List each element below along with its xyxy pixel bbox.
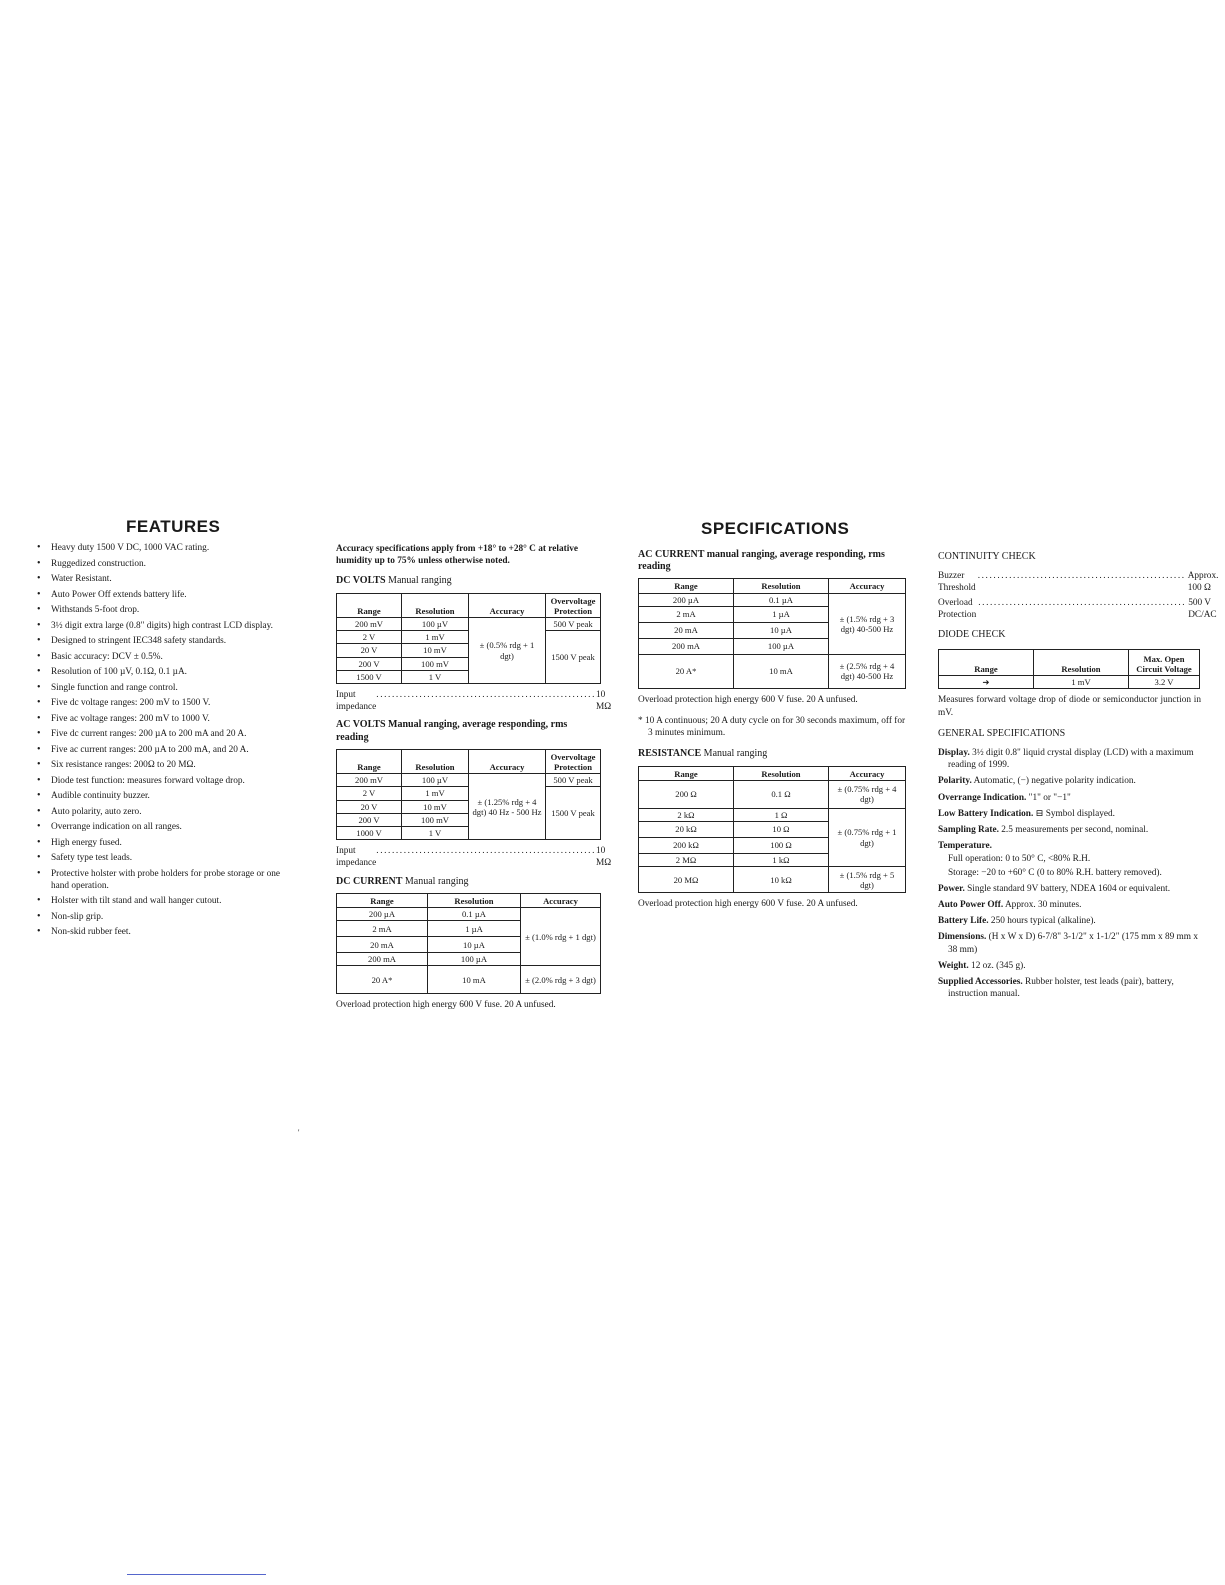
ac-current-footnote: * 10 A continuous; 20 A duty cycle on for 30 seconds maximum, off for 3 minutes minimum. — [638, 716, 906, 739]
range-cell: 200 mV — [337, 618, 402, 631]
ac-volts-table — [336, 749, 601, 840]
feature-item: • Safety type test leads. — [37, 852, 299, 864]
col-header: Accuracy — [469, 749, 546, 773]
resolution-cell: 100 mV — [402, 813, 469, 826]
general-spec-item — [938, 792, 1201, 804]
resolution-cell: 1 V — [402, 827, 469, 840]
general-spec-item — [938, 883, 1201, 895]
general-spec-item — [938, 960, 1201, 972]
specs-column-3 — [638, 549, 910, 914]
dc-current-overload-note: Overload protection high energy 600 V fuse. 20 A unfused. — [336, 1000, 556, 1011]
resistance-heading: RESISTANCE Manual ranging — [638, 748, 768, 760]
general-spec-value: Rubber holster, test leads (pair), battery, instruction manual. — [948, 977, 1174, 1000]
temperature-spec: Temperature. — [938, 841, 992, 852]
ac-current-table — [638, 578, 906, 688]
col-header: Resolution — [402, 593, 469, 617]
range-cell: 2 MΩ — [639, 854, 734, 867]
range-cell: 200 V — [337, 657, 402, 670]
feature-item: • Auto polarity, auto zero. — [37, 806, 299, 818]
col-header: Resolution — [402, 749, 469, 773]
range-cell: 200 mV — [337, 774, 402, 787]
protection-cell: 1500 V peak — [546, 787, 601, 840]
col-header: Range — [639, 579, 734, 593]
feature-item: • Withstands 5-foot drop. — [37, 604, 299, 616]
col-header: Range — [337, 749, 402, 773]
range-cell: 200 µA — [337, 908, 428, 921]
diode-note: Measures forward voltage drop of diode or semiconductor junction in mV. — [938, 695, 1201, 718]
resolution-cell: 10 Ω — [734, 822, 829, 838]
specs-column-2 — [336, 543, 612, 1016]
resolution-cell: 10 µA — [734, 622, 829, 638]
resolution-cell: 100 µV — [402, 774, 469, 787]
resolution-cell: 1 kΩ — [734, 854, 829, 867]
feature-item: • Overrange indication on all ranges. — [37, 821, 299, 833]
dc-input-impedance: Input impedance ........................................................ 10 MΩ — [336, 690, 612, 713]
col-header: Overvoltage Protection — [546, 749, 601, 773]
general-spec-value: "1" or "−1" — [1026, 792, 1071, 803]
general-spec-key: Overrange Indication. — [938, 792, 1027, 803]
stray-mark: ' — [298, 1128, 300, 1137]
general-spec-item — [938, 931, 1201, 955]
resolution-cell: 100 µA — [734, 638, 829, 654]
general-spec-value: 2.5 measurements per second, nominal. — [998, 825, 1149, 836]
general-spec-key: Dimensions. — [938, 932, 987, 943]
general-spec-item — [938, 915, 1201, 927]
ac-current-overload-note: Overload protection high energy 600 V fuse. 20 A unfused. — [638, 694, 858, 705]
range-cell: 200 Ω — [639, 780, 734, 808]
feature-item: • Designed to stringent IEC348 safety standards. — [37, 635, 299, 647]
resolution-cell: 10 µA — [428, 937, 521, 953]
range-cell: 200 mA — [337, 953, 428, 966]
diode-symbol-icon: ➜ — [939, 676, 1034, 689]
accuracy-cell: ± (1.5% rdg + 3 dgt) 40-500 Hz — [829, 593, 906, 654]
general-spec-key: Polarity. — [938, 776, 972, 787]
range-cell: 2 kΩ — [639, 808, 734, 821]
general-spec-value: Automatic, (−) negative polarity indication. — [971, 776, 1136, 787]
range-cell: 20 V — [337, 800, 402, 813]
accuracy-cell: ± (0.75% rdg + 1 dgt) — [829, 808, 906, 866]
general-spec-item — [938, 824, 1201, 836]
range-cell: 2 mA — [337, 921, 428, 937]
general-spec-value: 3½ digit 0.8" liquid crystal display (LCD) with a maximum reading of 1999. — [948, 748, 1194, 771]
specifications-title: SPECIFICATIONS — [701, 519, 850, 538]
features-title: FEATURES — [126, 517, 221, 536]
range-cell: 20 kΩ — [639, 822, 734, 838]
range-cell: 200 kΩ — [639, 838, 734, 854]
feature-item: • Basic accuracy: DCV ± 0.5%. — [37, 651, 299, 663]
overload-protection-line: Overload Protection ..................................................... 500 V DC/AC — [938, 597, 1217, 620]
buzzer-threshold-line: Buzzer Threshold ..................................................... Approx. 100 Ω — [938, 571, 1219, 594]
col-header: Accuracy — [829, 579, 906, 593]
resolution-cell: 10 mA — [734, 654, 829, 688]
col-header: Range — [939, 650, 1034, 676]
ac-input-impedance: Input impedance ........................................................ 10 MΩ — [336, 846, 612, 869]
feature-item: • Audible continuity buzzer. — [37, 790, 299, 802]
general-spec-value: Approx. 30 minutes. — [1003, 900, 1082, 911]
col-header: Resolution — [734, 766, 829, 780]
general-spec-key: Low Battery Indication. — [938, 808, 1034, 819]
diode-heading: DIODE CHECK — [938, 629, 1006, 641]
ac-current-heading: AC CURRENT manual ranging, average responding, rms reading — [638, 549, 885, 573]
resistance-overload-note: Overload protection high energy 600 V fuse. 20 A unfused. — [638, 899, 858, 910]
range-cell: 2 V — [337, 631, 402, 644]
col-header: Max. Open Circuit Voltage — [1129, 650, 1200, 676]
accuracy-cell: ± (1.25% rdg + 4 dgt) 40 Hz - 500 Hz — [469, 774, 546, 840]
range-cell: 1000 V — [337, 827, 402, 840]
general-spec-key: Auto Power Off. — [938, 900, 1004, 911]
features-list — [37, 542, 299, 938]
range-cell: 20 A* — [337, 966, 428, 994]
range-cell: 200 µA — [639, 593, 734, 606]
general-spec-item — [938, 976, 1201, 1000]
general-specs-heading: GENERAL SPECIFICATIONS — [938, 727, 1066, 739]
range-cell: 20 MΩ — [639, 867, 734, 893]
accuracy-cell: ± (1.5% rdg + 5 dgt) — [829, 867, 906, 893]
col-header: Accuracy — [829, 766, 906, 780]
col-header: Range — [337, 593, 402, 617]
feature-item: • Five ac current ranges: 200 µA to 200 mA, and 20 A. — [37, 744, 299, 756]
resolution-cell: 1 mV — [402, 631, 469, 644]
dc-current-heading: DC CURRENT Manual ranging — [336, 875, 469, 887]
resolution-cell: 100 Ω — [734, 838, 829, 854]
general-spec-key: Battery Life. — [938, 916, 989, 927]
general-spec-item — [938, 808, 1201, 820]
accuracy-cell: ± (0.5% rdg + 1 dgt) — [469, 618, 546, 684]
resolution-cell: 0.1 Ω — [734, 780, 829, 808]
temperature-storage: Storage: −20 to +60° C (0 to 80% R.H. battery removed). — [948, 867, 1162, 878]
resolution-cell: 1 mV — [1034, 676, 1129, 689]
feature-item: • Holster with tilt stand and wall hanger cutout. — [37, 895, 299, 907]
general-spec-value: ⊟ Symbol displayed. — [1033, 808, 1115, 819]
range-cell: 2 mA — [639, 606, 734, 622]
col-header: Resolution — [428, 893, 521, 907]
resolution-cell: 1 µA — [734, 606, 829, 622]
col-header: Resolution — [1034, 650, 1129, 676]
general-spec-item — [938, 899, 1201, 911]
resolution-cell: 10 mV — [402, 800, 469, 813]
general-spec-item — [938, 747, 1201, 771]
col-header: Accuracy — [469, 593, 546, 617]
general-spec-key: Supplied Accessories. — [938, 977, 1023, 988]
range-cell: 20 A* — [639, 654, 734, 688]
protection-cell: 500 V peak — [546, 618, 601, 631]
range-cell: 2 V — [337, 787, 402, 800]
dc-current-table — [336, 893, 601, 995]
general-spec-key: Power. — [938, 883, 965, 894]
resolution-cell: 1 V — [402, 670, 469, 683]
resolution-cell: 10 kΩ — [734, 867, 829, 893]
general-spec-item — [938, 775, 1201, 787]
feature-item: • Water Resistant. — [37, 573, 299, 585]
range-cell: 1500 V — [337, 670, 402, 683]
dc-volts-table — [336, 593, 601, 684]
general-spec-value: 12 oz. (345 g). — [968, 960, 1026, 971]
accuracy-cell: ± (2.0% rdg + 3 dgt) — [521, 966, 601, 994]
general-spec-key: Weight. — [938, 960, 969, 971]
feature-item: • Ruggedized construction. — [37, 558, 299, 570]
accuracy-cell: ± (0.75% rdg + 4 dgt) — [829, 780, 906, 808]
temperature-full: Full operation: 0 to 50° C, <80% R.H. — [948, 854, 1091, 865]
range-cell: 20 mA — [337, 937, 428, 953]
resolution-cell: 100 µA — [428, 953, 521, 966]
feature-item: • Five ac voltage ranges: 200 mV to 1000 V. — [37, 713, 299, 725]
col-header: Accuracy — [521, 893, 601, 907]
general-spec-value: (H x W x D) 6-7/8" 3-1/2" x 1-1/2" (175 mm x 89 mm x 38 mm) — [948, 932, 1198, 955]
range-cell: 200 mA — [639, 638, 734, 654]
general-spec-value: 250 hours typical (alkaline). — [988, 916, 1096, 927]
feature-item: • Resolution of 100 µV, 0.1Ω, 0.1 µA. — [37, 666, 299, 678]
footer-rule — [127, 1574, 266, 1575]
resistance-table — [638, 766, 906, 894]
resolution-cell: 100 µV — [402, 618, 469, 631]
feature-item: • Single function and range control. — [37, 682, 299, 694]
continuity-heading: CONTINUITY CHECK — [938, 551, 1036, 562]
feature-item: • Auto Power Off extends battery life. — [37, 589, 299, 601]
accuracy-intro: Accuracy specifications apply from +18° to +28° C at relative humidity up to 75% unless otherwise noted. — [336, 544, 579, 567]
feature-item: • Five dc voltage ranges: 200 mV to 1500 V. — [37, 697, 299, 709]
resolution-cell: 1 mV — [402, 787, 469, 800]
feature-item: • Heavy duty 1500 V DC, 1000 VAC rating. — [37, 542, 299, 554]
dc-volts-heading: DC VOLTS Manual ranging — [336, 575, 452, 587]
voltage-cell: 3.2 V — [1129, 676, 1200, 689]
protection-cell: 1500 V peak — [546, 631, 601, 684]
range-cell: 20 V — [337, 644, 402, 657]
feature-item: • Five dc current ranges: 200 µA to 200 mA and 20 A. — [37, 728, 299, 740]
feature-item: • 3½ digit extra large (0.8" digits) high contrast LCD display. — [37, 620, 299, 632]
feature-item: • High energy fused. — [37, 837, 299, 849]
resolution-cell: 0.1 µA — [734, 593, 829, 606]
feature-item: • Protective holster with probe holders for probe storage or one hand operation. — [37, 868, 299, 892]
resolution-cell: 0.1 µA — [428, 908, 521, 921]
col-header: Range — [337, 893, 428, 907]
range-cell: 20 mA — [639, 622, 734, 638]
resolution-cell: 100 mV — [402, 657, 469, 670]
general-spec-key: Display. — [938, 748, 970, 759]
range-cell: 200 V — [337, 813, 402, 826]
accuracy-cell: ± (1.0% rdg + 1 dgt) — [521, 908, 601, 966]
general-specs — [938, 747, 1201, 1000]
resolution-cell: 1 µA — [428, 921, 521, 937]
feature-item: • Non-slip grip. — [37, 911, 299, 923]
resolution-cell: 10 mV — [402, 644, 469, 657]
specs-column-4 — [938, 551, 1219, 1004]
accuracy-cell: ± (2.5% rdg + 4 dgt) 40-500 Hz — [829, 654, 906, 688]
features-column — [37, 542, 299, 942]
general-spec-value: Single standard 9V battery, NDEA 1604 or equivalent. — [964, 883, 1171, 894]
col-header: Range — [639, 766, 734, 780]
resolution-cell: 1 Ω — [734, 808, 829, 821]
feature-item: • Six resistance ranges: 200Ω to 20 MΩ. — [37, 759, 299, 771]
col-header: Resolution — [734, 579, 829, 593]
protection-cell: 500 V peak — [546, 774, 601, 787]
feature-item: • Diode test function: measures forward voltage drop. — [37, 775, 299, 787]
ac-volts-heading: AC VOLTS Manual ranging, average responding, rms reading — [336, 719, 568, 743]
diode-table — [938, 649, 1200, 689]
general-spec-key: Sampling Rate. — [938, 825, 999, 836]
feature-item: • Non-skid rubber feet. — [37, 926, 299, 938]
resolution-cell: 10 mA — [428, 966, 521, 994]
col-header: Overvoltage Protection — [546, 593, 601, 617]
